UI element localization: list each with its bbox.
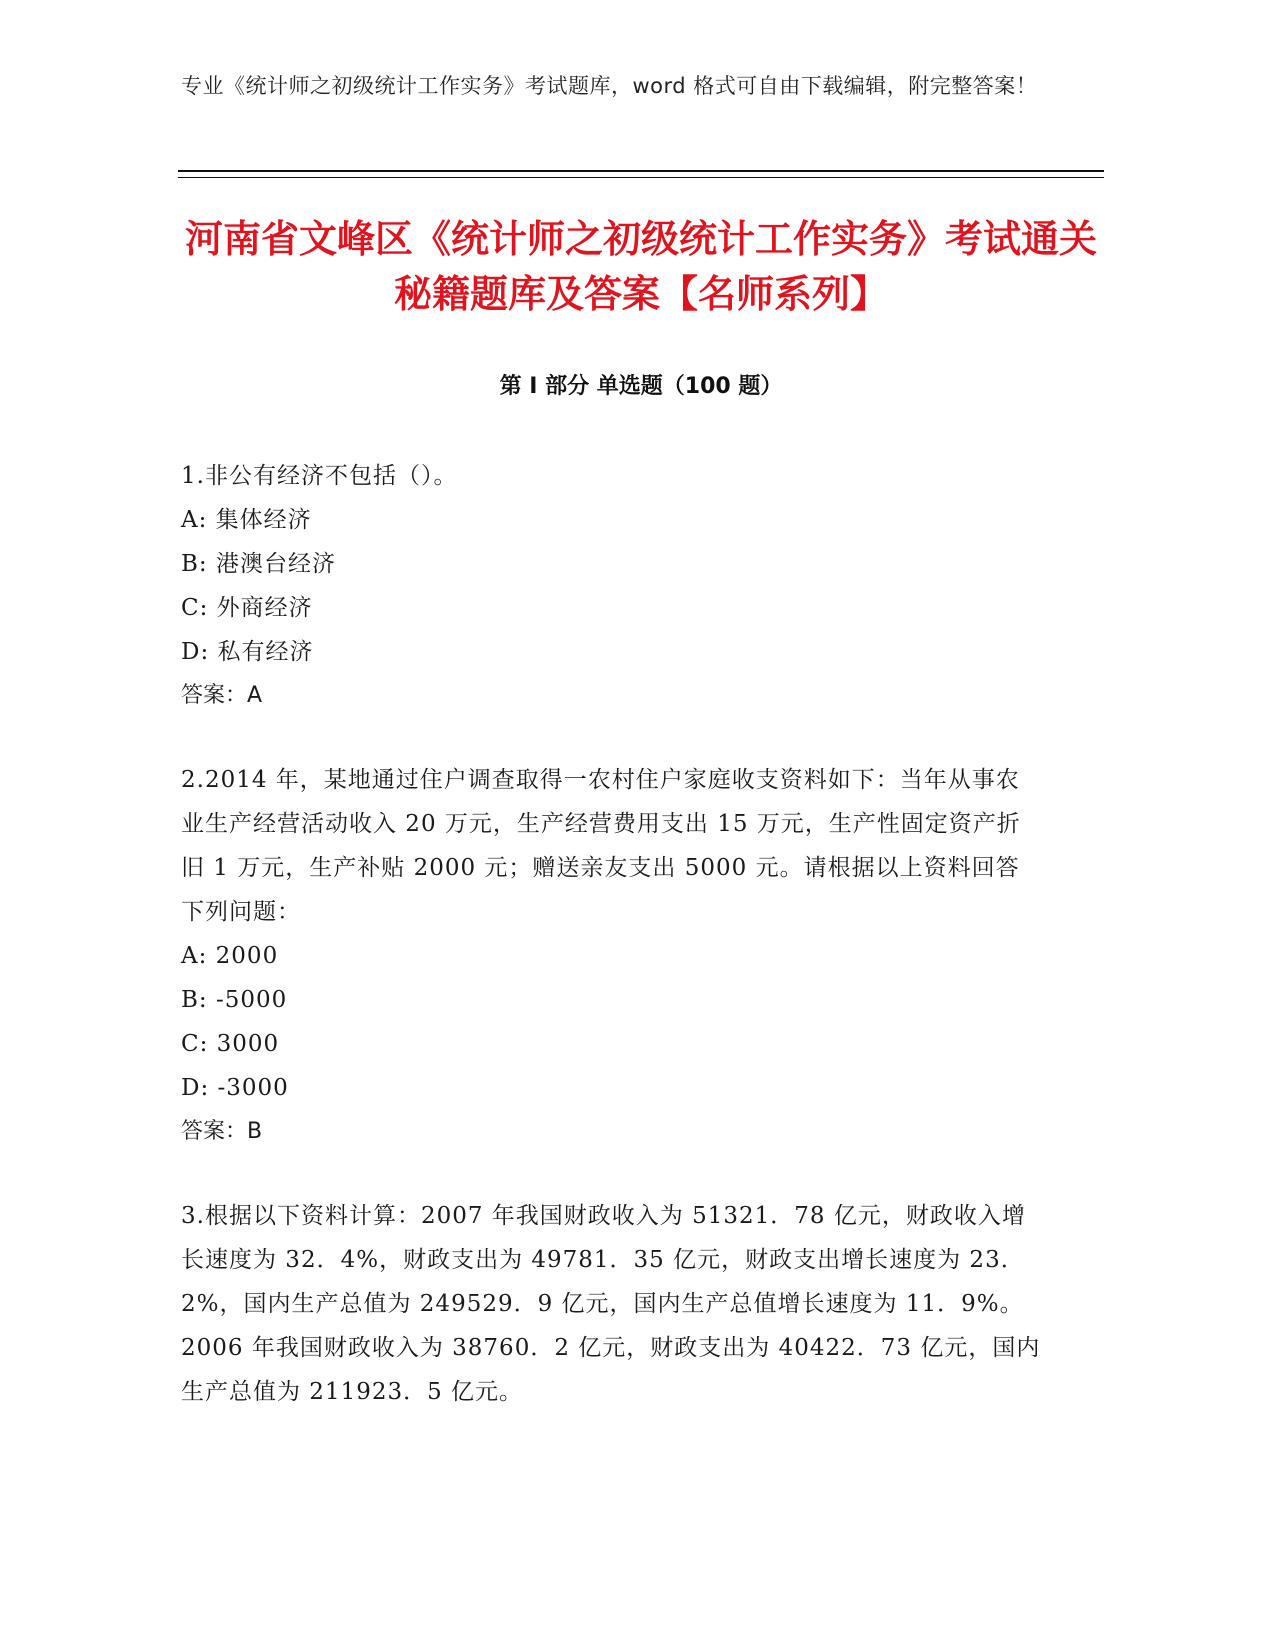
option-b: B: 港澳台经济: [181, 551, 336, 577]
option-d: D: -3000: [181, 1075, 289, 1101]
answer: 答案：B: [181, 1119, 263, 1144]
answer: 答案：A: [181, 683, 263, 708]
document-title: 河南省文峰区《统计师之初级统计工作实务》考试通关秘籍题库及答案【名师系列】: [184, 217, 1097, 316]
option-b: B: -5000: [181, 987, 288, 1013]
option-c: C: 外商经济: [181, 595, 313, 621]
header-rule-thin: [178, 177, 1104, 178]
section-title: 第 I 部分 单选题（100 题）: [499, 374, 783, 399]
header-rule-thick: [178, 170, 1104, 172]
option-c: C: 3000: [181, 1031, 280, 1057]
question-3: [181, 1194, 1041, 1414]
option-d: D: 私有经济: [181, 639, 314, 665]
question-stem: 2.2014 年，某地通过住户调查取得一农村住户家庭收支资料如下：当年从事农业生产经营活动收入 20 万元，生产经营费用支出 15 万元，生产性固定资产折旧 1 万元，生产补贴 2000 元；赠送亲友支出 5000 元。请根据以上资料回答下列问题：: [181, 767, 1021, 925]
option-a: A: 集体经济: [181, 507, 312, 533]
question-2: [181, 758, 1041, 1154]
header-note: 专业《统计师之初级统计工作实务》考试题库，word 格式可自由下载编辑，附完整答案！: [181, 74, 1038, 98]
question-1: [181, 454, 1041, 718]
option-a: A: 2000: [181, 943, 279, 969]
question-stem: 1.非公有经济不包括（）。: [181, 463, 458, 489]
question-stem: 3.根据以下资料计算：2007 年我国财政收入为 51321．78 亿元，财政收入增长速度为 32．4%，财政支出为 49781．35 亿元，财政支出增长速度为 23．2%，国内生产总值为 249529．9 亿元，国内生产总值增长速度为 11．9%。2006 年我国财政收入为 38760．2 亿元，财政支出为 40422．73 亿元，国内生产总值为 211923．5 亿元。: [181, 1203, 1041, 1405]
